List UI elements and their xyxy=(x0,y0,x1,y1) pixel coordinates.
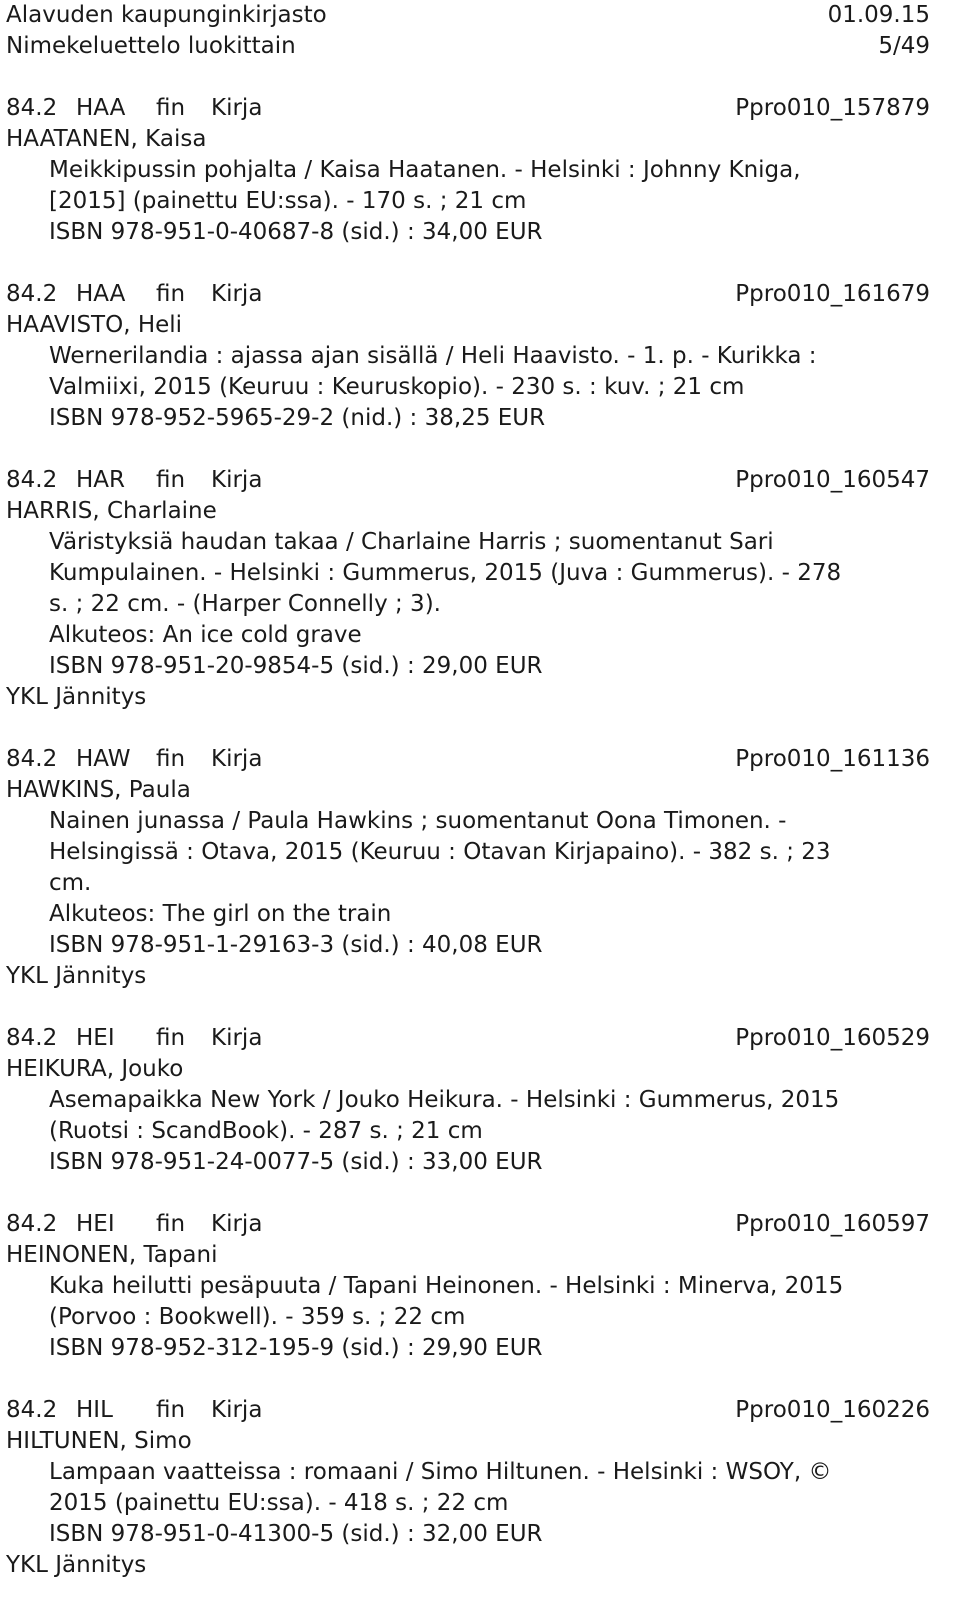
entry-list xyxy=(6,93,930,1581)
author-name: HAWKINS, Paula xyxy=(6,777,191,803)
bibliographic-line: ISBN 978-951-20-9854-5 (sid.) : 29,00 EUR xyxy=(49,653,543,679)
bibliographic-line: ISBN 978-951-0-41300-5 (sid.) : 32,00 EUR xyxy=(49,1521,543,1547)
catalog-page xyxy=(6,0,930,1581)
shelf-code: HAA xyxy=(76,281,126,307)
list-title: Nimekeluettelo luokittain xyxy=(6,33,296,59)
bibliographic-line: Väristyksiä haudan takaa / Charlaine Harris ; suomentanut Sari xyxy=(49,529,774,555)
author-name: HEINONEN, Tapani xyxy=(6,1242,218,1268)
entry-spacer xyxy=(6,992,930,1023)
catalog-entry xyxy=(6,1023,930,1178)
catalog-entry xyxy=(6,279,930,434)
author-name: HEIKURA, Jouko xyxy=(6,1056,184,1082)
library-name: Alavuden kaupunginkirjasto xyxy=(6,2,327,28)
ykl-genre: YKL Jännitys xyxy=(6,963,147,989)
catalog-entry xyxy=(6,744,930,992)
bibliographic-line: Alkuteos: The girl on the train xyxy=(49,901,392,927)
bibliographic-line: ISBN 978-951-0-40687-8 (sid.) : 34,00 EUR xyxy=(49,219,543,245)
shelf-code: HEI xyxy=(76,1211,115,1237)
bibliographic-line: Nainen junassa / Paula Hawkins ; suomentanut Oona Timonen. - xyxy=(49,808,787,834)
page-header-row-1 xyxy=(6,0,930,31)
bibliographic-line: Kuka heilutti pesäpuuta / Tapani Heinonen. - Helsinki : Minerva, 2015 xyxy=(49,1273,844,1299)
language-code: fin xyxy=(156,95,186,121)
entry-classification xyxy=(6,1209,262,1240)
bibliographic-line: (Ruotsi : ScandBook). - 287 s. ; 21 cm xyxy=(49,1118,483,1144)
class-number: 84.2 xyxy=(6,746,58,772)
shelf-code: HIL xyxy=(76,1397,113,1423)
class-number: 84.2 xyxy=(6,1397,58,1423)
author-name: HILTUNEN, Simo xyxy=(6,1428,192,1454)
entry-heading xyxy=(6,93,930,124)
entry-spacer xyxy=(6,1364,930,1395)
entry-heading xyxy=(6,279,930,310)
ykl-genre: YKL Jännitys xyxy=(6,684,147,710)
bibliographic-line: Alkuteos: An ice cold grave xyxy=(49,622,362,648)
record-id: Ppro010_160547 xyxy=(735,467,930,493)
material-type: Kirja xyxy=(211,1211,263,1237)
language-code: fin xyxy=(156,746,186,772)
entry-spacer xyxy=(6,713,930,744)
language-code: fin xyxy=(156,1397,186,1423)
author-name: HARRIS, Charlaine xyxy=(6,498,217,524)
material-type: Kirja xyxy=(211,1025,263,1051)
record-id: Ppro010_160529 xyxy=(735,1025,930,1051)
bibliographic-line: [2015] (painettu EU:ssa). - 170 s. ; 21 cm xyxy=(49,188,527,214)
catalog-entry xyxy=(6,465,930,713)
material-type: Kirja xyxy=(211,746,263,772)
bibliographic-line: Wernerilandia : ajassa ajan sisällä / Heli Haavisto. - 1. p. - Kurikka : xyxy=(49,343,817,369)
language-code: fin xyxy=(156,467,186,493)
shelf-code: HEI xyxy=(76,1025,115,1051)
entry-heading xyxy=(6,465,930,496)
shelf-code: HAR xyxy=(76,467,126,493)
entry-classification xyxy=(6,1395,262,1426)
entry-classification xyxy=(6,279,262,310)
entry-heading xyxy=(6,1209,930,1240)
author-name: HAATANEN, Kaisa xyxy=(6,126,207,152)
print-date: 01.09.15 xyxy=(827,2,930,28)
shelf-code: HAW xyxy=(76,746,131,772)
bibliographic-line: Helsingissä : Otava, 2015 (Keuruu : Otavan Kirjapaino). - 382 s. ; 23 xyxy=(49,839,831,865)
language-code: fin xyxy=(156,1025,186,1051)
material-type: Kirja xyxy=(211,467,263,493)
material-type: Kirja xyxy=(211,281,263,307)
class-number: 84.2 xyxy=(6,467,58,493)
bibliographic-line: s. ; 22 cm. - (Harper Connelly ; 3). xyxy=(49,591,441,617)
page-number: 5/49 xyxy=(878,33,930,59)
record-id: Ppro010_161136 xyxy=(735,746,930,772)
record-id: Ppro010_160597 xyxy=(735,1211,930,1237)
catalog-entry xyxy=(6,1209,930,1364)
bibliographic-line: Lampaan vaatteissa : romaani / Simo Hiltunen. - Helsinki : WSOY, © xyxy=(49,1459,832,1485)
class-number: 84.2 xyxy=(6,1025,58,1051)
class-number: 84.2 xyxy=(6,1211,58,1237)
ykl-genre: YKL Jännitys xyxy=(6,1552,147,1578)
class-number: 84.2 xyxy=(6,281,58,307)
bibliographic-line: ISBN 978-951-24-0077-5 (sid.) : 33,00 EUR xyxy=(49,1149,543,1175)
entry-classification xyxy=(6,1023,262,1054)
material-type: Kirja xyxy=(211,95,263,121)
shelf-code: HAA xyxy=(76,95,126,121)
class-number: 84.2 xyxy=(6,95,58,121)
bibliographic-line: ISBN 978-952-312-195-9 (sid.) : 29,90 EUR xyxy=(49,1335,543,1361)
entry-classification xyxy=(6,93,262,124)
page-header-row-2 xyxy=(6,31,930,62)
bibliographic-line: ISBN 978-952-5965-29-2 (nid.) : 38,25 EUR xyxy=(49,405,546,431)
author-name: HAAVISTO, Heli xyxy=(6,312,183,338)
language-code: fin xyxy=(156,281,186,307)
material-type: Kirja xyxy=(211,1397,263,1423)
record-id: Ppro010_157879 xyxy=(735,95,930,121)
entry-spacer xyxy=(6,434,930,465)
bibliographic-line: Valmiixi, 2015 (Keuruu : Keuruskopio). - 230 s. : kuv. ; 21 cm xyxy=(49,374,745,400)
catalog-entry xyxy=(6,1395,930,1581)
bibliographic-line: Meikkipussin pohjalta / Kaisa Haatanen. - Helsinki : Johnny Kniga, xyxy=(49,157,801,183)
entry-classification xyxy=(6,465,262,496)
entry-spacer xyxy=(6,248,930,279)
catalog-entry xyxy=(6,93,930,248)
bibliographic-line: Kumpulainen. - Helsinki : Gummerus, 2015 (Juva : Gummerus). - 278 xyxy=(49,560,842,586)
entry-spacer xyxy=(6,1178,930,1209)
bibliographic-line: cm. xyxy=(49,870,92,896)
entry-classification xyxy=(6,744,262,775)
record-id: Ppro010_161679 xyxy=(735,281,930,307)
bibliographic-line: ISBN 978-951-1-29163-3 (sid.) : 40,08 EUR xyxy=(49,932,543,958)
bibliographic-line: Asemapaikka New York / Jouko Heikura. - Helsinki : Gummerus, 2015 xyxy=(49,1087,840,1113)
entry-heading xyxy=(6,744,930,775)
entry-heading xyxy=(6,1395,930,1426)
record-id: Ppro010_160226 xyxy=(735,1397,930,1423)
entry-heading xyxy=(6,1023,930,1054)
bibliographic-line: (Porvoo : Bookwell). - 359 s. ; 22 cm xyxy=(49,1304,466,1330)
bibliographic-line: 2015 (painettu EU:ssa). - 418 s. ; 22 cm xyxy=(49,1490,509,1516)
language-code: fin xyxy=(156,1211,186,1237)
